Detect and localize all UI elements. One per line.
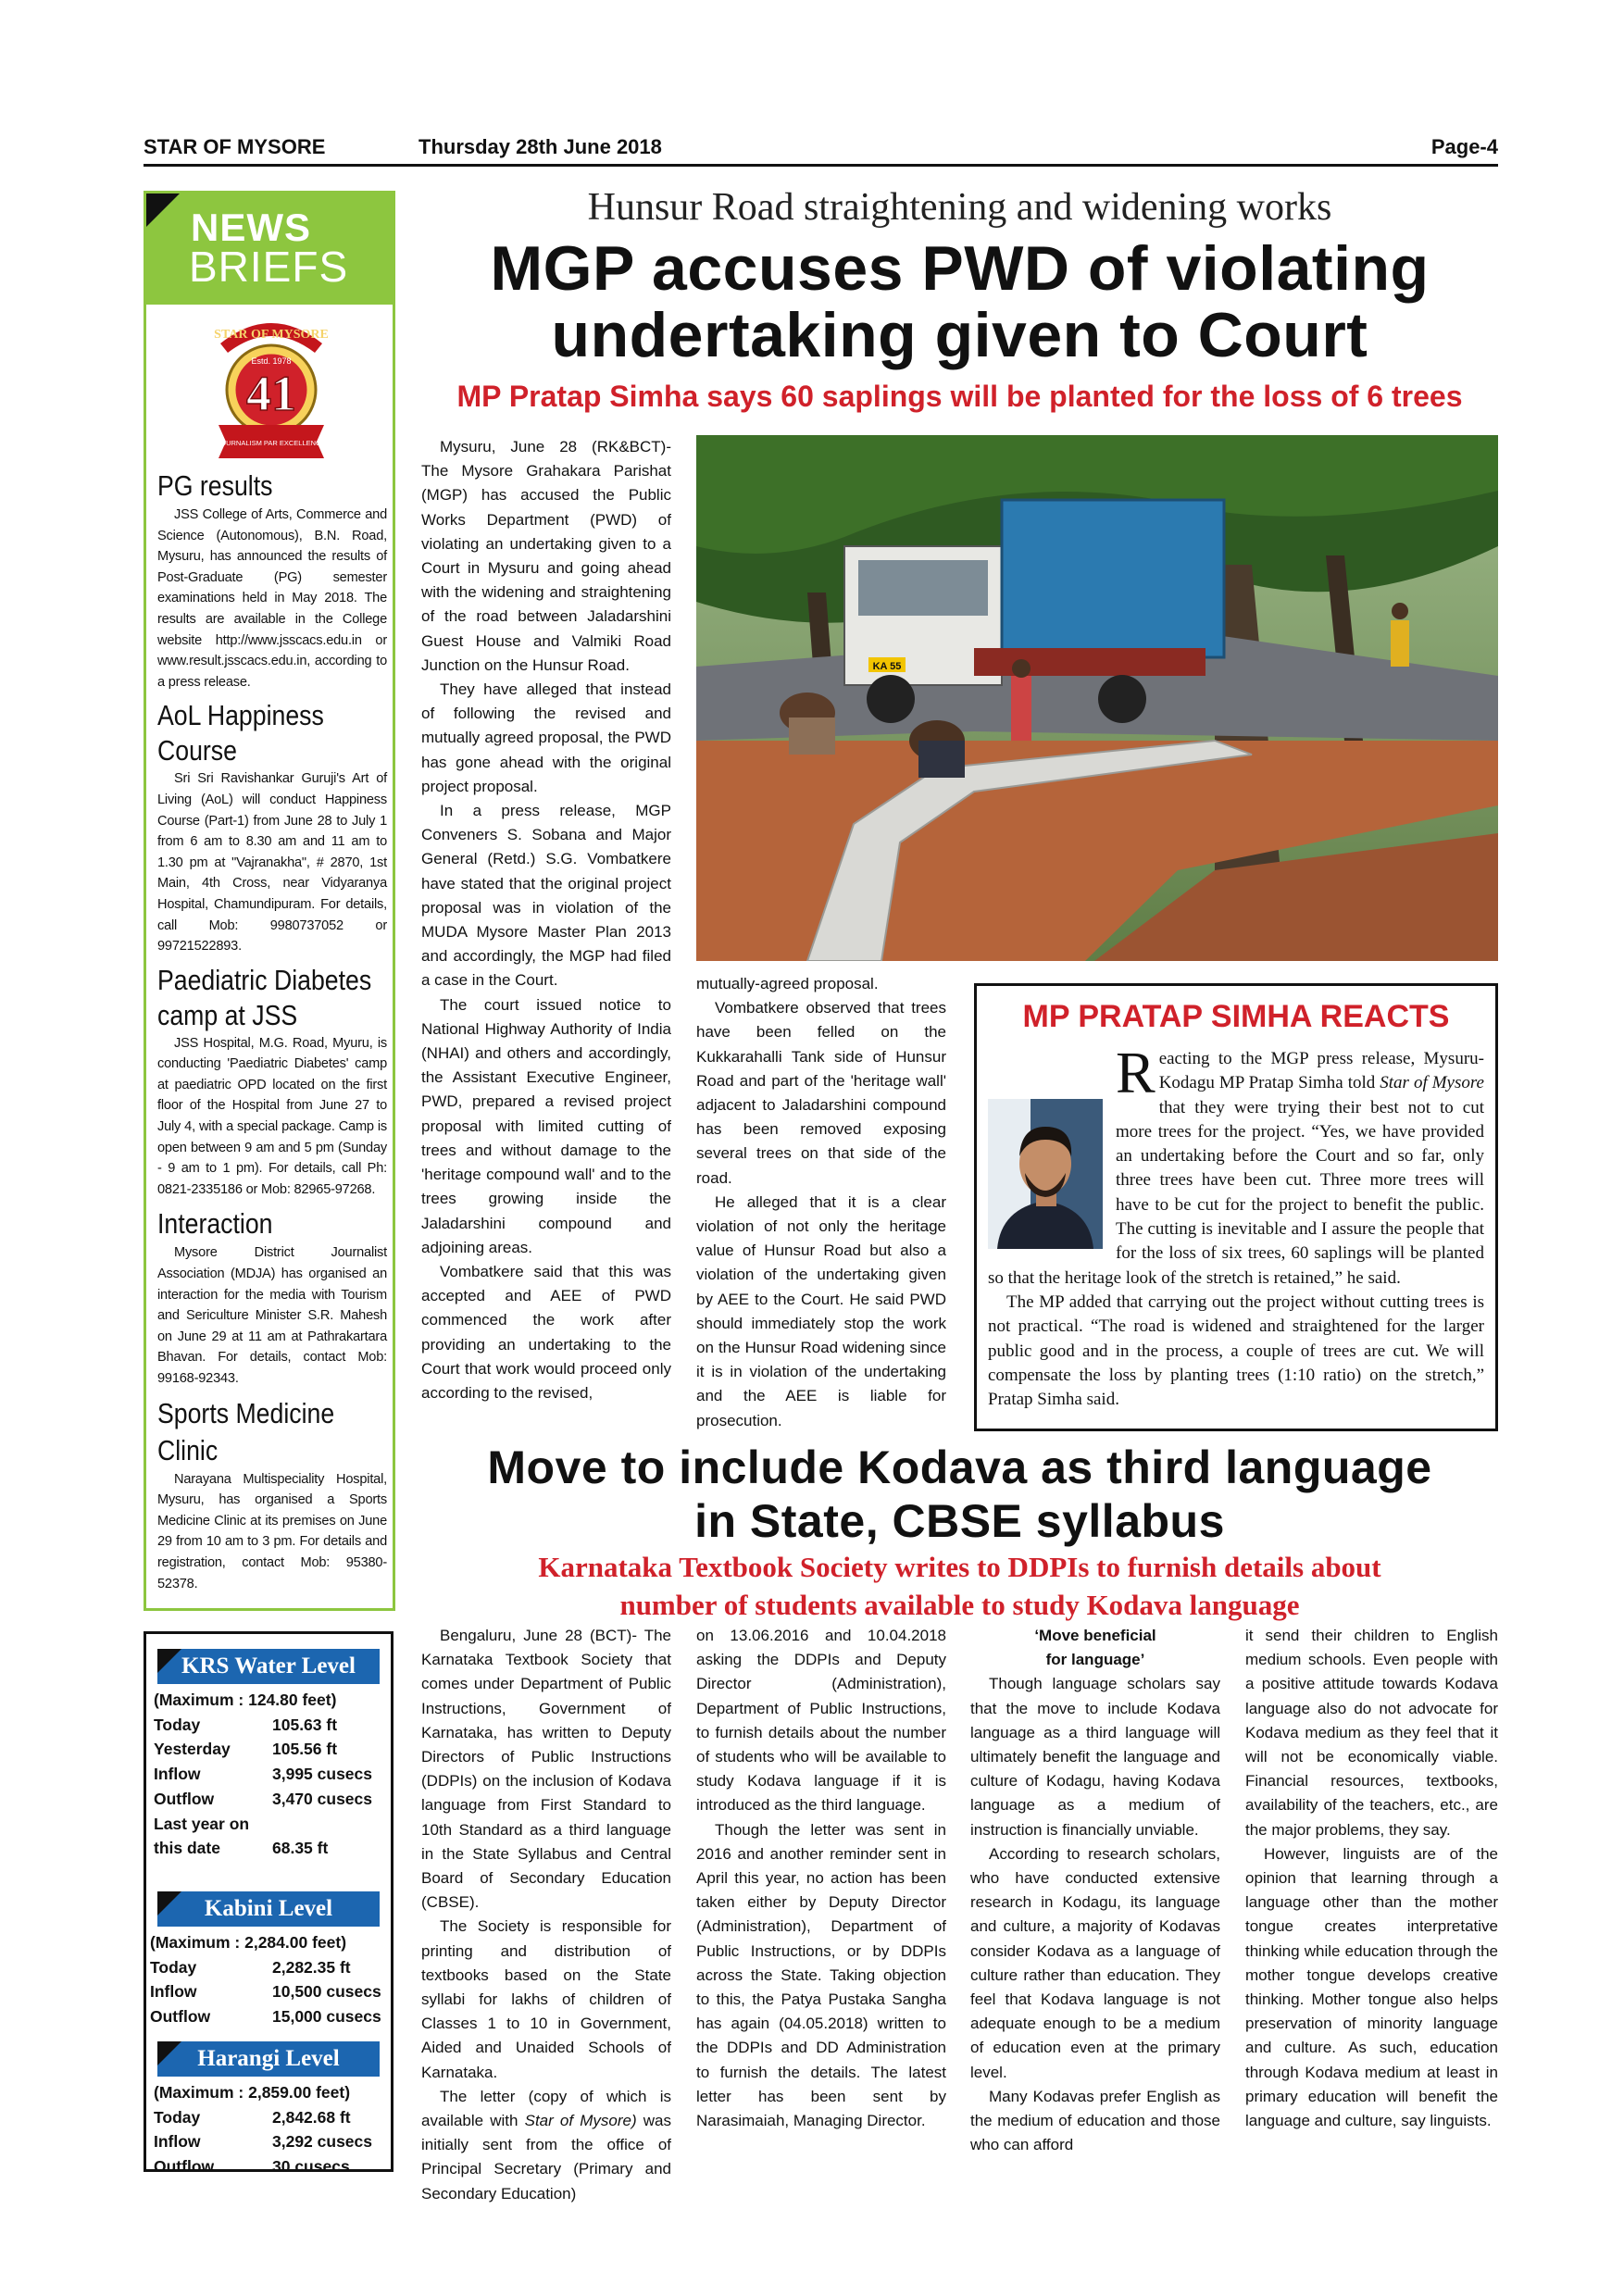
kabini-maximum: (Maximum : 2,284.00 feet) — [150, 1933, 347, 1952]
brief-body: Mysore District Journalist Association (MDJA) has organised an interaction for the media with Tourism and Sericulture Minister S.R. Mahesh on June 29 at 11 am at Pathrakartara Bhavan. For details, contact Mob: 99168-92343. — [157, 1245, 387, 1386]
paragraph: Vombatkere said that this was accepted and AEE of PWD commenced the work after providing an undertaking to the Court that work would proceed only according to the revised, — [421, 1262, 671, 1402]
story2-column-1 — [421, 1624, 671, 2206]
story2-subhead — [421, 1548, 1498, 1624]
brief-title: Interaction — [157, 1207, 273, 1241]
brief-list — [157, 468, 387, 1600]
water-level-box — [144, 1631, 394, 2177]
headline-line: Move to include Kodava as third language — [487, 1441, 1432, 1493]
mp-reacts-text — [988, 1040, 1484, 1412]
corner-triangle-icon — [146, 193, 180, 227]
paragraph-italic: Star of Mysore) — [524, 2112, 637, 2130]
paragraph: on 13.06.2016 and 10.04.2018 asking the DDPIs and Deputy Director (Administration), Department of Public Instructions, to furnish details about the number of students who will be available to study Kodava language if it is introduced as the third language. — [696, 1627, 946, 1815]
story2-column-3 — [970, 1624, 1220, 2157]
paragraph: In a press release, MGP Conveners S. Sobana and Major General (Retd.) S.G. Vombatkere have stated that the original project proposal was in violation of the MUDA Mysore Master Plan 2013 and accordingly, the MGP had filed a case in the Court. — [421, 802, 671, 990]
brief-item — [157, 1395, 387, 1595]
paragraph: Bengaluru, June 28 (BCT)- The Karnataka Textbook Society that comes under Department of Public Instructions, Government of Karnataka, has written to Deputy Directors of Public Instructions (DDPIs) on the inclusion of Kodava language from First Standard to 10th Standard as a third language in the State Syllabus and Central Board of Secondary Education (CBSE). — [421, 1627, 671, 1912]
person-portrait-icon — [988, 1099, 1103, 1249]
paragraph: He alleged that it is a clear violation of not only the heritage value of Hunsur Road but also a violation of the undertaking given by AEE to the Court. He said PWD should immediately stop the work on the Hunsur Road widening since it is in violation of the undertaking and the AEE is liable for prosecution. — [696, 1192, 946, 1429]
headline-line: MGP accuses PWD of violating — [490, 233, 1430, 304]
logo-number: 41 — [246, 366, 296, 421]
news-briefs-header — [146, 193, 393, 305]
brief-title: Sports Medicine Clinic — [157, 1396, 335, 1466]
harangi-table — [154, 2080, 391, 2179]
corner-triangle-icon — [157, 2041, 181, 2065]
story1-column-2 — [696, 972, 946, 1433]
subhead-line: number of students available to study Kodava language — [619, 1589, 1300, 1621]
story1-headline — [421, 235, 1498, 368]
issue-date: Thursday 28th June 2018 — [418, 135, 662, 158]
brief-body: JSS College of Arts, Commerce and Science (Autonomous), B.N. Road, Mysuru, has announced the results of Post-Graduate (PG) semester examinations held in May 2018. The results are available in the College website http://www.jsscacs.edu.in or www.result.jsscacs.edu.in, according to a press release. — [157, 507, 387, 690]
table-row: this date 68.35 ft — [154, 1839, 329, 1858]
reacts-para1-italic: Star of Mysore — [1380, 1073, 1484, 1093]
brief-title: PG results — [157, 469, 273, 502]
brief-title: Paediatric Diabetes camp at JSS — [157, 963, 372, 1031]
krs-table — [154, 1688, 391, 1861]
story2-column-2 — [696, 1624, 946, 2133]
paragraph: The Society is responsible for printing and distribution of textbooks based on the State syllabi for lakhs of children of Classes 1 to 10 in Government, Aided and Unaided Schools of Karnataka. — [421, 1917, 671, 2081]
crosshead: ‘Move beneficial for language’ — [1034, 1627, 1156, 1669]
corner-triangle-icon — [157, 1649, 181, 1673]
mp-reacts-box — [974, 983, 1498, 1431]
brief-body: Sri Sri Ravishankar Guruji's Art of Living (AoL) will conduct Happiness Course (Part-1) from June 28 to July 1 from 6 am to 8.30 am and 11 am to 1.30 pm at "Vajranakha", # 2870, 1st Main, 4th Cross, near Vidyaranya Hospital, Chamundipuram. For details, call Mob: 9980737052 or 99721522893. — [157, 771, 387, 955]
reacts-para1-end: that they were trying their best not to cut more trees for the project. “Yes, we have provided an undertaking before the Court and so far, only three trees have been cut. Three more trees will have to be cut for the project to benefit the public. The cutting is inevitable and I assure the people that for the loss of six trees, 60 saplings will be planted so that the heritage look of the stretch is retained,” he said. — [988, 1097, 1484, 1288]
brief-title: AoL Happiness Course — [157, 699, 324, 767]
road-work-photo-icon — [696, 435, 1498, 961]
anniversary-logo — [211, 306, 331, 464]
brief-item — [157, 698, 387, 956]
table-row: Outflow 15,000 cusecs — [150, 2007, 381, 2027]
page-header — [144, 135, 1498, 167]
table-row: Inflow 3,292 cusecs — [154, 2132, 373, 2152]
truck-plate: KA 55 — [872, 661, 902, 672]
table-row: Last year on — [154, 1814, 250, 1833]
story2-column-4 — [1245, 1624, 1498, 2133]
paragraph — [421, 2085, 671, 2206]
paragraph: Mysuru, June 28 (RK&BCT)- The Mysore Grahakara Parishat (MGP) has accused the Public Works Department (PWD) of violating an undertaking given to a Court in Mysuru and going ahead with the widening and straightening of the road between Jaladarshini Guest House and Valmiki Road Junction on the Hunsur Road. — [421, 438, 671, 674]
brief-item — [157, 1205, 387, 1389]
krs-maximum: (Maximum : 124.80 feet) — [154, 1691, 337, 1709]
brief-body: Narayana Multispeciality Hospital, Mysuru, has organised a Sports Medicine Clinic at its premises on June 29 from 10 am to 3 pm. For details and registration, contact Mob: 95380-52378. — [157, 1471, 387, 1591]
kabini-table — [150, 1930, 387, 2029]
table-row: Today 2,282.35 ft — [150, 1957, 351, 1977]
kabini-title: Kabini Level — [157, 1891, 380, 1927]
paragraph: Though language scholars say that the move to include Kodava language as a third language will ultimately benefit the language and culture of Kodagu, having Kodava language as a medium of instruction is financially unviable. — [970, 1675, 1220, 1839]
brief-item — [157, 963, 387, 1201]
table-row: Today 2,842.68 ft — [154, 2107, 351, 2127]
table-row: Inflow 10,500 cusecs — [150, 1982, 381, 2002]
logo-top-text: STAR OF MYSORE — [214, 328, 329, 342]
paragraph: it send their children to English medium schools. Even people with a positive attitude towards Kodava language also do not advocate for Kodava medium as they feel that it will not be economically viable. Financial resources, textbooks, availability of the teachers, etc., are the major problems, they say. — [1245, 1627, 1498, 1839]
paragraph-part: The letter (copy of which is available with — [421, 2087, 671, 2130]
mp-portrait — [988, 1099, 1103, 1249]
headline-line: in State, CBSE syllabus — [694, 1495, 1225, 1547]
story1-kicker: Hunsur Road straightening and widening works — [587, 186, 1332, 229]
news-briefs-title-briefs: BRIEFS — [189, 243, 349, 291]
brief-body: JSS Hospital, M.G. Road, Myuru, is conducting 'Paediatric Diabetes' camp at paediatric OPD located on the first floor of the Hospital from June 27 to July 4, with a special package. Camp is open between 9 am and 5 pm (Sunday - 9 am to 1 pm). For details, call Ph: 0821-2335186 or Mob: 82965-97268. — [157, 1035, 387, 1197]
reacts-para1-start: eacting to the MGP press release, Mysuru-Kodagu MP Pratap Simha told — [1158, 1049, 1484, 1093]
table-row: Outflow 3,470 cusecs — [154, 1789, 373, 1808]
reacts-para2: The MP added that carrying out the project without cutting trees is not practical. “The road is widened and straightened for the larger public good and in the process, a couple of trees are cut. We will compensate the loss by planting trees (1:10 ratio) on the stretch,” Pratap Simha said. — [988, 1292, 1484, 1410]
paragraph: However, linguists are of the opinion that learning through a language other than the mother tongue creates interpretative thinking while education through the mother tongue develops creative thinking. Mother tongue also helps preservation of minority language and culture. As such, education through Kodava medium at least in primary education will benefit the language and culture, say linguists. — [1245, 1844, 1498, 2130]
corner-triangle-icon — [157, 1891, 181, 1915]
story1-subhead: MP Pratap Simha says 60 saplings will be planted for the loss of 6 trees — [456, 380, 1463, 413]
table-row: Inflow 3,995 cusecs — [154, 1765, 373, 1784]
mp-reacts-title: MP PRATAP SIMHA REACTS — [1022, 999, 1450, 1034]
headline-line: undertaking given to Court — [551, 300, 1368, 370]
logo-ribbon: JOURNALISM PAR EXCELLENCE — [217, 439, 326, 447]
paragraph: They have alleged that instead of following the revised and mutually agreed proposal, the PWD has gone ahead with the original project proposal. — [421, 680, 671, 795]
paragraph: Though the letter was sent in 2016 and another reminder sent in April this year, no action has been taken either by Deputy Director (Administration), Department of Public Instructions, or by DDPIs across the State. Taking objection to this, the Patya Pustaka Sangha has again (04.05.2018) written to the DDPIs and DD Administration to furnish the details. The latest letter has been sent by Narasimaiah, Managing Director. — [696, 1820, 946, 2130]
krs-title: KRS Water Level — [157, 1649, 380, 1684]
news-briefs-title-news: NEWS — [191, 206, 311, 249]
dropcap: R — [1116, 1040, 1156, 1105]
paragraph: According to research scholars, who have conducted extensive research in Kodagu, its language and culture, a majority of Kodavas consider Kodava as a language of culture rather than education. They feel that Kodava language is not adequate enough to be a medium of education even at the primary level. — [970, 1844, 1220, 2081]
paragraph: Many Kodavas prefer English as the medium of education and those who can afford — [970, 2087, 1220, 2154]
story1-column-1 — [421, 435, 671, 1405]
story2-headline — [421, 1441, 1498, 1548]
table-row: Outflow 30 cusecs — [154, 2157, 350, 2177]
brief-item — [157, 468, 387, 693]
paragraph: mutually-agreed proposal. — [696, 975, 879, 992]
harangi-title: Harangi Level — [157, 2041, 380, 2077]
paragraph: The court issued notice to National Highway Authority of India (NHAI) and others and accordingly, the Assistant Executive Engineer, PWD, prepared a revised project proposal with limited cutting of trees and without damage to the 'heritage compound wall' and to the trees growing inside the Jaladarshini compound and adjoining areas. — [421, 995, 671, 1256]
anniversary-seal-icon — [211, 306, 331, 464]
paragraph-part: was initially sent from the office of Principal Secretary (Primary and Secondary Education) — [421, 2112, 671, 2202]
subhead-line: Karnataka Textbook Society writes to DDPIs to furnish details about — [538, 1551, 1381, 1583]
news-briefs-box — [144, 191, 395, 1611]
harangi-maximum: (Maximum : 2,859.00 feet) — [154, 2083, 351, 2102]
paper-name: STAR OF MYSORE — [144, 135, 326, 158]
table-row: Yesterday 105.56 ft — [154, 1740, 338, 1759]
page-number: Page-4 — [1430, 135, 1498, 158]
paragraph: Vombatkere observed that trees have been felled on the Kukkarahalli Tank side of Hunsur Road and part of the 'heritage wall' adjacent to Jaladarshini compound has been removed exposing several trees on that side of the road. — [696, 999, 946, 1187]
table-row: Today 105.63 ft — [154, 1715, 338, 1734]
road-work-photo — [696, 435, 1498, 961]
logo-estd: Estd. 1978 — [251, 356, 292, 366]
